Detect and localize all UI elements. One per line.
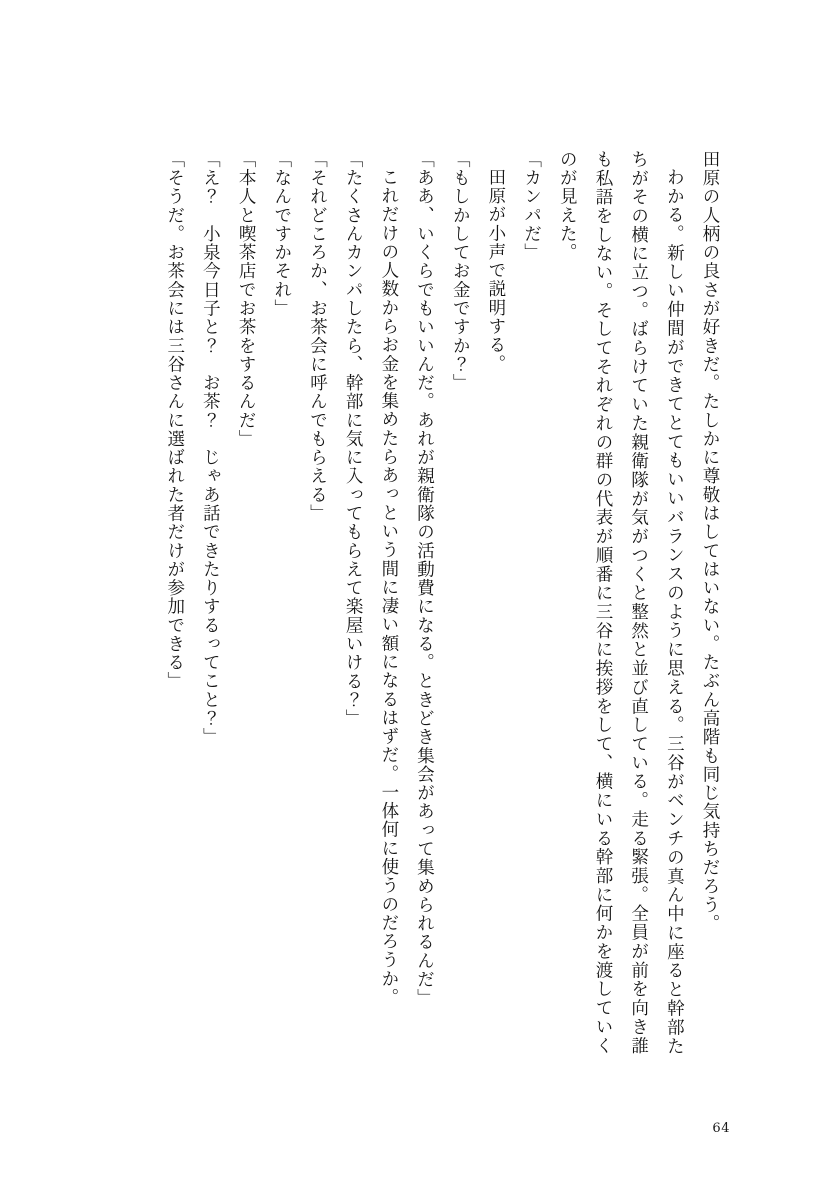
paragraph: これだけの人数からお金を集めたらあっという間に凄い額になるはずだ。一体何に使うのだろうか。 xyxy=(378,167,399,1007)
paragraph: 田原の人柄の良さが好きだ。たしかに尊敬はしてはいない。たぶん高階も同じ気持ちだろう。 xyxy=(700,150,720,933)
paragraph: 「それどころか、お茶会に呼んでもらえる」 xyxy=(307,150,328,523)
paragraph: 「ああ、いくらでもいいんだ。あれが親衛隊の活動費になる。ときどき集会があって集められるんだ」 xyxy=(414,150,435,1008)
paragraph: 「え？ 小泉今日子と？ お茶？ じゃあ話できたりするってこと？」 xyxy=(200,150,221,747)
paragraph: 田原が小声で説明する。 xyxy=(485,167,506,373)
page-text-body xyxy=(87,150,727,1055)
paragraph: 「たくさんカンパしたら、幹部に気に入ってもらえて楽屋いける？」 xyxy=(343,150,364,728)
paragraph: 「もしかしてお金ですか？」 xyxy=(450,150,471,393)
paragraph: 「カンパだ」 xyxy=(521,150,542,262)
paragraph: 「なんですかそれ」 xyxy=(271,150,292,318)
paragraph: わかる。新しい仲間ができてとてもいいバランスのように思える。三谷がベンチの真ん中に座ると幹部たちがその横に立つ。ばらけていた親衛隊が気がつくと整然と並び直している。走る緊張。全員が前を向き誰も私語をしない。そしてそれぞれの群の代表が順番に三谷に挨拶をして、横にいる幹部に何かを渡していくのが見えた。 xyxy=(557,150,685,1055)
paragraph: 「本人と喫茶店でお茶をするんだ」 xyxy=(236,150,257,449)
paragraph: 「そうだ。お茶会には三谷さんに選ばれた者だけが参加できる」 xyxy=(164,150,185,691)
page-number: 64 xyxy=(712,1121,730,1136)
